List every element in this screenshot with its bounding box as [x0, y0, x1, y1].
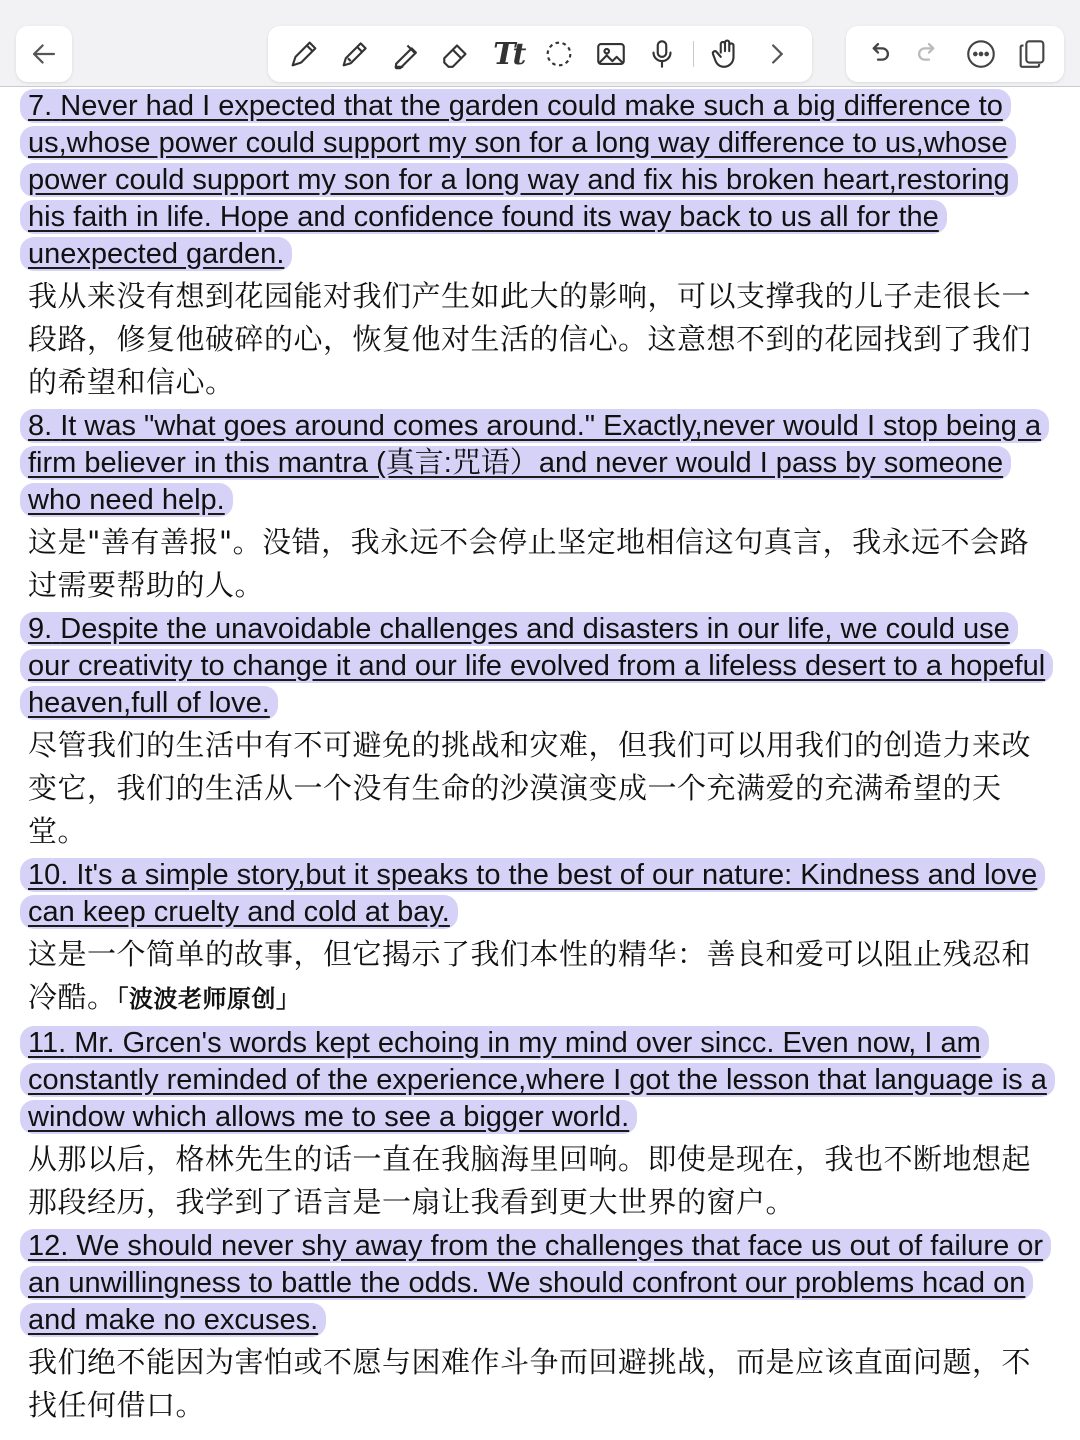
- sentence-text: It was "what goes around comes around." Exactly,never would I stop being a firm believer in this mantra (真言:咒语）and never would I pass by someone who need help.: [28, 410, 1042, 516]
- english-sentence-8: [20, 408, 1060, 519]
- sentence-number: 9.: [28, 613, 53, 645]
- back-button[interactable]: [16, 26, 72, 82]
- document-actions: [846, 26, 1064, 82]
- image-icon[interactable]: [591, 34, 631, 74]
- chinese-translation-9: 尽管我们的生活中有不可避免的挑战和灾难，但我们可以用我们的创造力来改变它，我们的生活从一个没有生命的沙漠演变成一个充满爱的充满希望的天堂。: [28, 728, 1032, 848]
- chinese-translation-10: [20, 933, 1060, 1021]
- sentence-number: 7.: [28, 90, 53, 122]
- more-icon[interactable]: [961, 34, 1001, 74]
- pencil-icon[interactable]: [335, 34, 375, 74]
- chinese-translation-7: 我从来没有想到花园能对我们产生如此大的影响，可以支撑我的儿子走很长一段路，修复他破碎的心，恢复他对生活的信心。这意想不到的花园找到了我们的希望和信心。: [28, 279, 1032, 399]
- toolbar-divider: [693, 41, 694, 67]
- sentence-text: Despite the unavoidable challenges and disasters in our life, we could use our creativity to change it and our life evolved from a lifeless desert to a hopeful heaven,full of love.: [28, 613, 1046, 719]
- translation-text: 这是一个简单的故事，但它揭示了我们本性的精华：善良和爱可以阻止残忍和冷酷。: [28, 937, 1032, 1014]
- english-sentence-7: [20, 88, 1060, 273]
- chinese-translation-12: 我们绝不能因为害怕或不愿与困难作斗争而回避挑战，而是应该直面问题，不找任何借口。: [28, 1345, 1032, 1422]
- chinese-translation-8: 这是"善有善报"。没错，我永远不会停止坚定地相信这句真言，我永远不会路过需要帮助的人。: [28, 525, 1030, 602]
- english-sentence-9: [20, 611, 1060, 722]
- english-sentence-11: [20, 1025, 1060, 1136]
- text-tool-label: Tt: [493, 36, 524, 72]
- chevron-right-icon[interactable]: [756, 34, 796, 74]
- sentence-number: 10.: [28, 859, 69, 891]
- drawing-tools: [268, 26, 812, 82]
- sentence-number: 8.: [28, 410, 53, 442]
- microphone-icon[interactable]: [642, 34, 682, 74]
- english-sentence-12: [20, 1228, 1060, 1339]
- author-tag: 「波波老师原创」: [116, 985, 301, 1013]
- redo-icon[interactable]: [909, 34, 949, 74]
- sentence-number: 11.: [28, 1027, 67, 1059]
- lasso-icon[interactable]: [539, 34, 579, 74]
- eraser-icon[interactable]: [437, 34, 477, 74]
- note-page[interactable]: [20, 88, 1060, 1431]
- english-sentence-10: [20, 857, 1060, 931]
- sentence-number: 12.: [28, 1230, 69, 1262]
- toolbar: [0, 0, 1080, 87]
- highlighter-icon[interactable]: [386, 34, 426, 74]
- sentence-text: Mr. Grcen's words kept echoing in my mind over sincc. Even now, I am constantly reminded of the experience,where I got the lesson that language is a window which allows me to see a bigger world.: [28, 1027, 1047, 1133]
- hand-touch-icon[interactable]: [705, 34, 745, 74]
- text-tool-icon[interactable]: [488, 34, 528, 74]
- back-arrow-icon: [24, 34, 64, 74]
- undo-icon[interactable]: [858, 34, 898, 74]
- pages-icon[interactable]: [1012, 34, 1052, 74]
- sentence-text: Never had I expected that the garden could make such a big difference to us,whose power could support my son for a long way difference to us,whose power could support my son for a long way and fix his broken heart,restoring his faith in life. Hope and confidence found its way back to us all for the unexpected garden.: [28, 90, 1010, 270]
- chinese-translation-11: 从那以后，格林先生的话一直在我脑海里回响。即使是现在，我也不断地想起那段经历，我学到了语言是一扇让我看到更大世界的窗户。: [28, 1142, 1032, 1219]
- sentence-text: We should never shy away from the challenges that face us out of failure or an unwillingness to battle the odds. We should confront our problems hcad on and make no excuses.: [28, 1230, 1044, 1336]
- pen-icon[interactable]: [284, 34, 324, 74]
- sentence-text: It's a simple story,but it speaks to the best of our nature: Kindness and love can keep cruelty and cold at bay.: [28, 859, 1038, 928]
